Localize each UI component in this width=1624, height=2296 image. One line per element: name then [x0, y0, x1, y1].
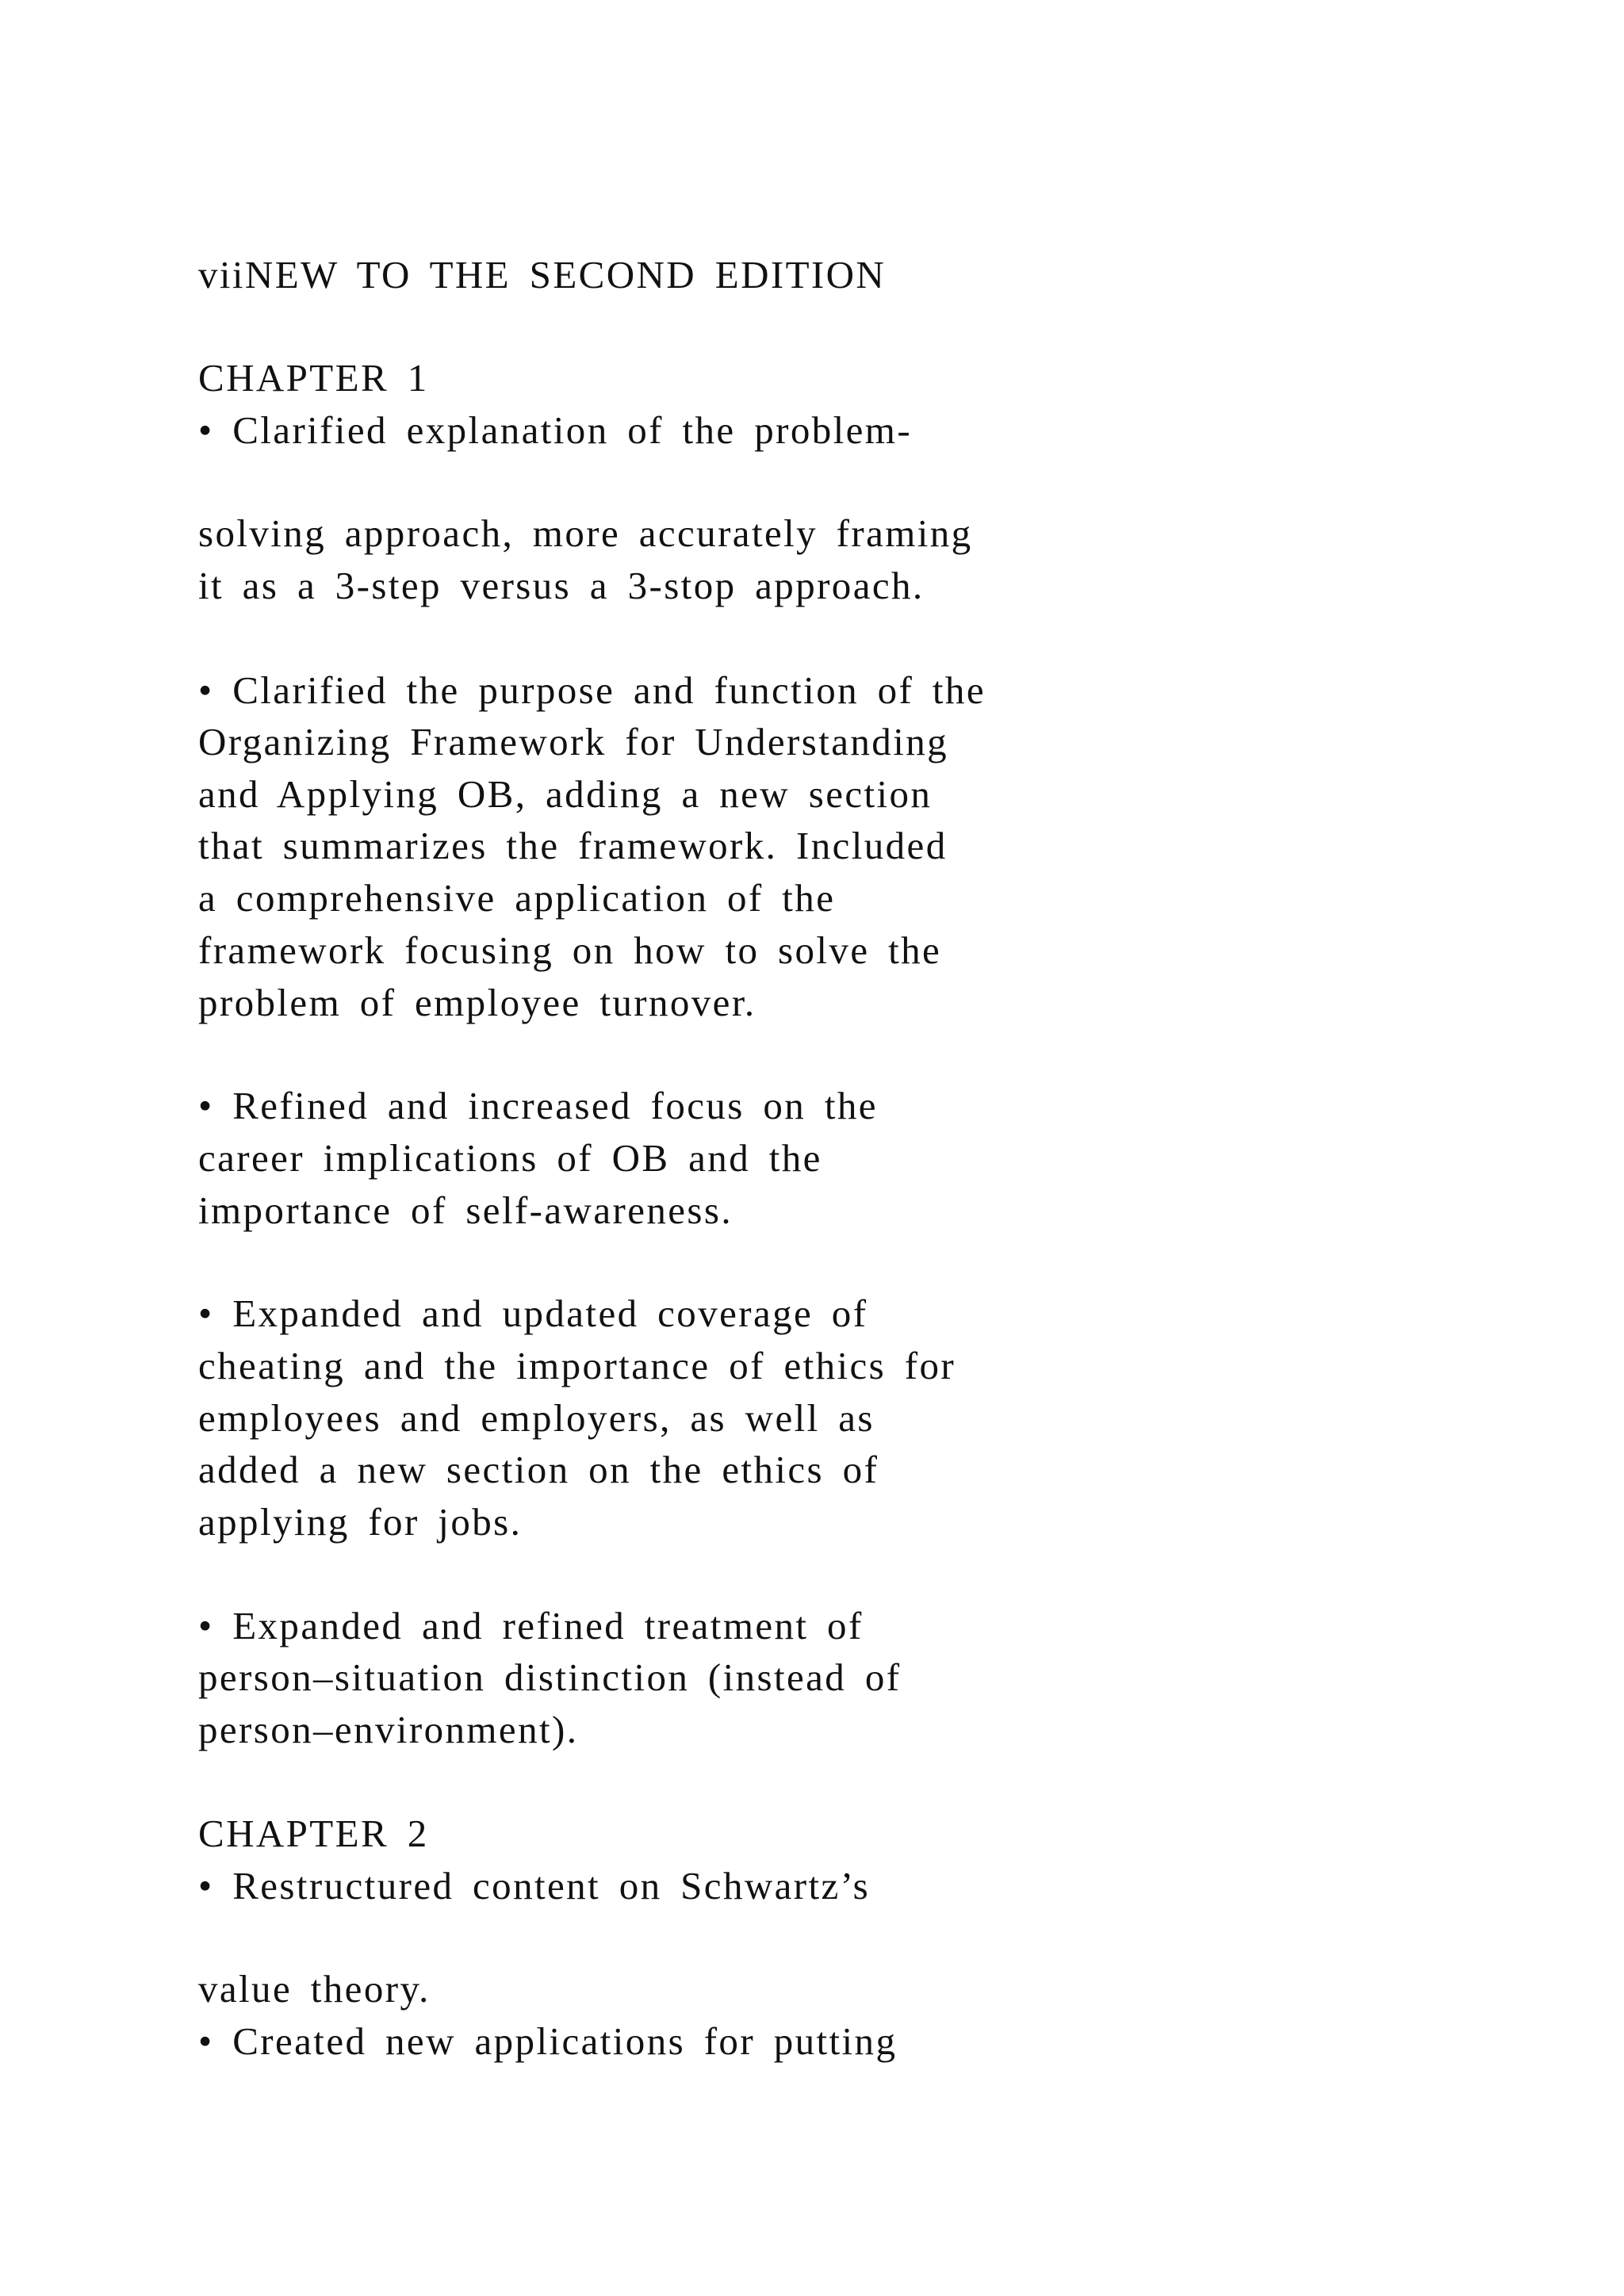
text-line: • Created new applications for putting [198, 2019, 898, 2063]
text-line: person–situation distinction (instead of [198, 1655, 902, 1699]
text-line: value theory. [198, 1967, 431, 2011]
text-line: a comprehensive application of the [198, 876, 836, 920]
text-line: Organizing Framework for Understanding [198, 720, 949, 763]
text-line: framework focusing on how to solve the [198, 928, 942, 972]
text-line: • Refined and increased focus on the [198, 1084, 878, 1127]
chapter-heading: CHAPTER 1 [198, 356, 429, 400]
text-line: career implications of OB and the [198, 1136, 822, 1180]
text-line: applying for jobs. [198, 1500, 523, 1544]
text-line: importance of self-awareness. [198, 1188, 733, 1232]
text-line: that summarizes the framework. Included [198, 824, 948, 867]
text-line: • Clarified the purpose and function of the [198, 668, 986, 712]
text-line: added a new section on the ethics of [198, 1448, 879, 1491]
text-line: person–environment). [198, 1708, 579, 1751]
text-line: solving approach, more accurately framing [198, 511, 973, 555]
text-line: problem of employee turnover. [198, 981, 756, 1024]
text-line: cheating and the importance of ethics for [198, 1344, 956, 1387]
text-line: it as a 3-step versus a 3-stop approach. [198, 564, 925, 607]
text-line: and Applying OB, adding a new section [198, 772, 933, 816]
text-line: • Expanded and refined treatment of [198, 1604, 864, 1647]
text-line: • Restructured content on Schwartz’s [198, 1864, 871, 1908]
page-title: viiNEW TO THE SECOND EDITION [198, 253, 887, 297]
text-line: employees and employers, as well as [198, 1396, 875, 1440]
text-line: • Clarified explanation of the problem- [198, 408, 913, 452]
chapter-heading: CHAPTER 2 [198, 1812, 429, 1855]
text-line: • Expanded and updated coverage of [198, 1292, 868, 1335]
